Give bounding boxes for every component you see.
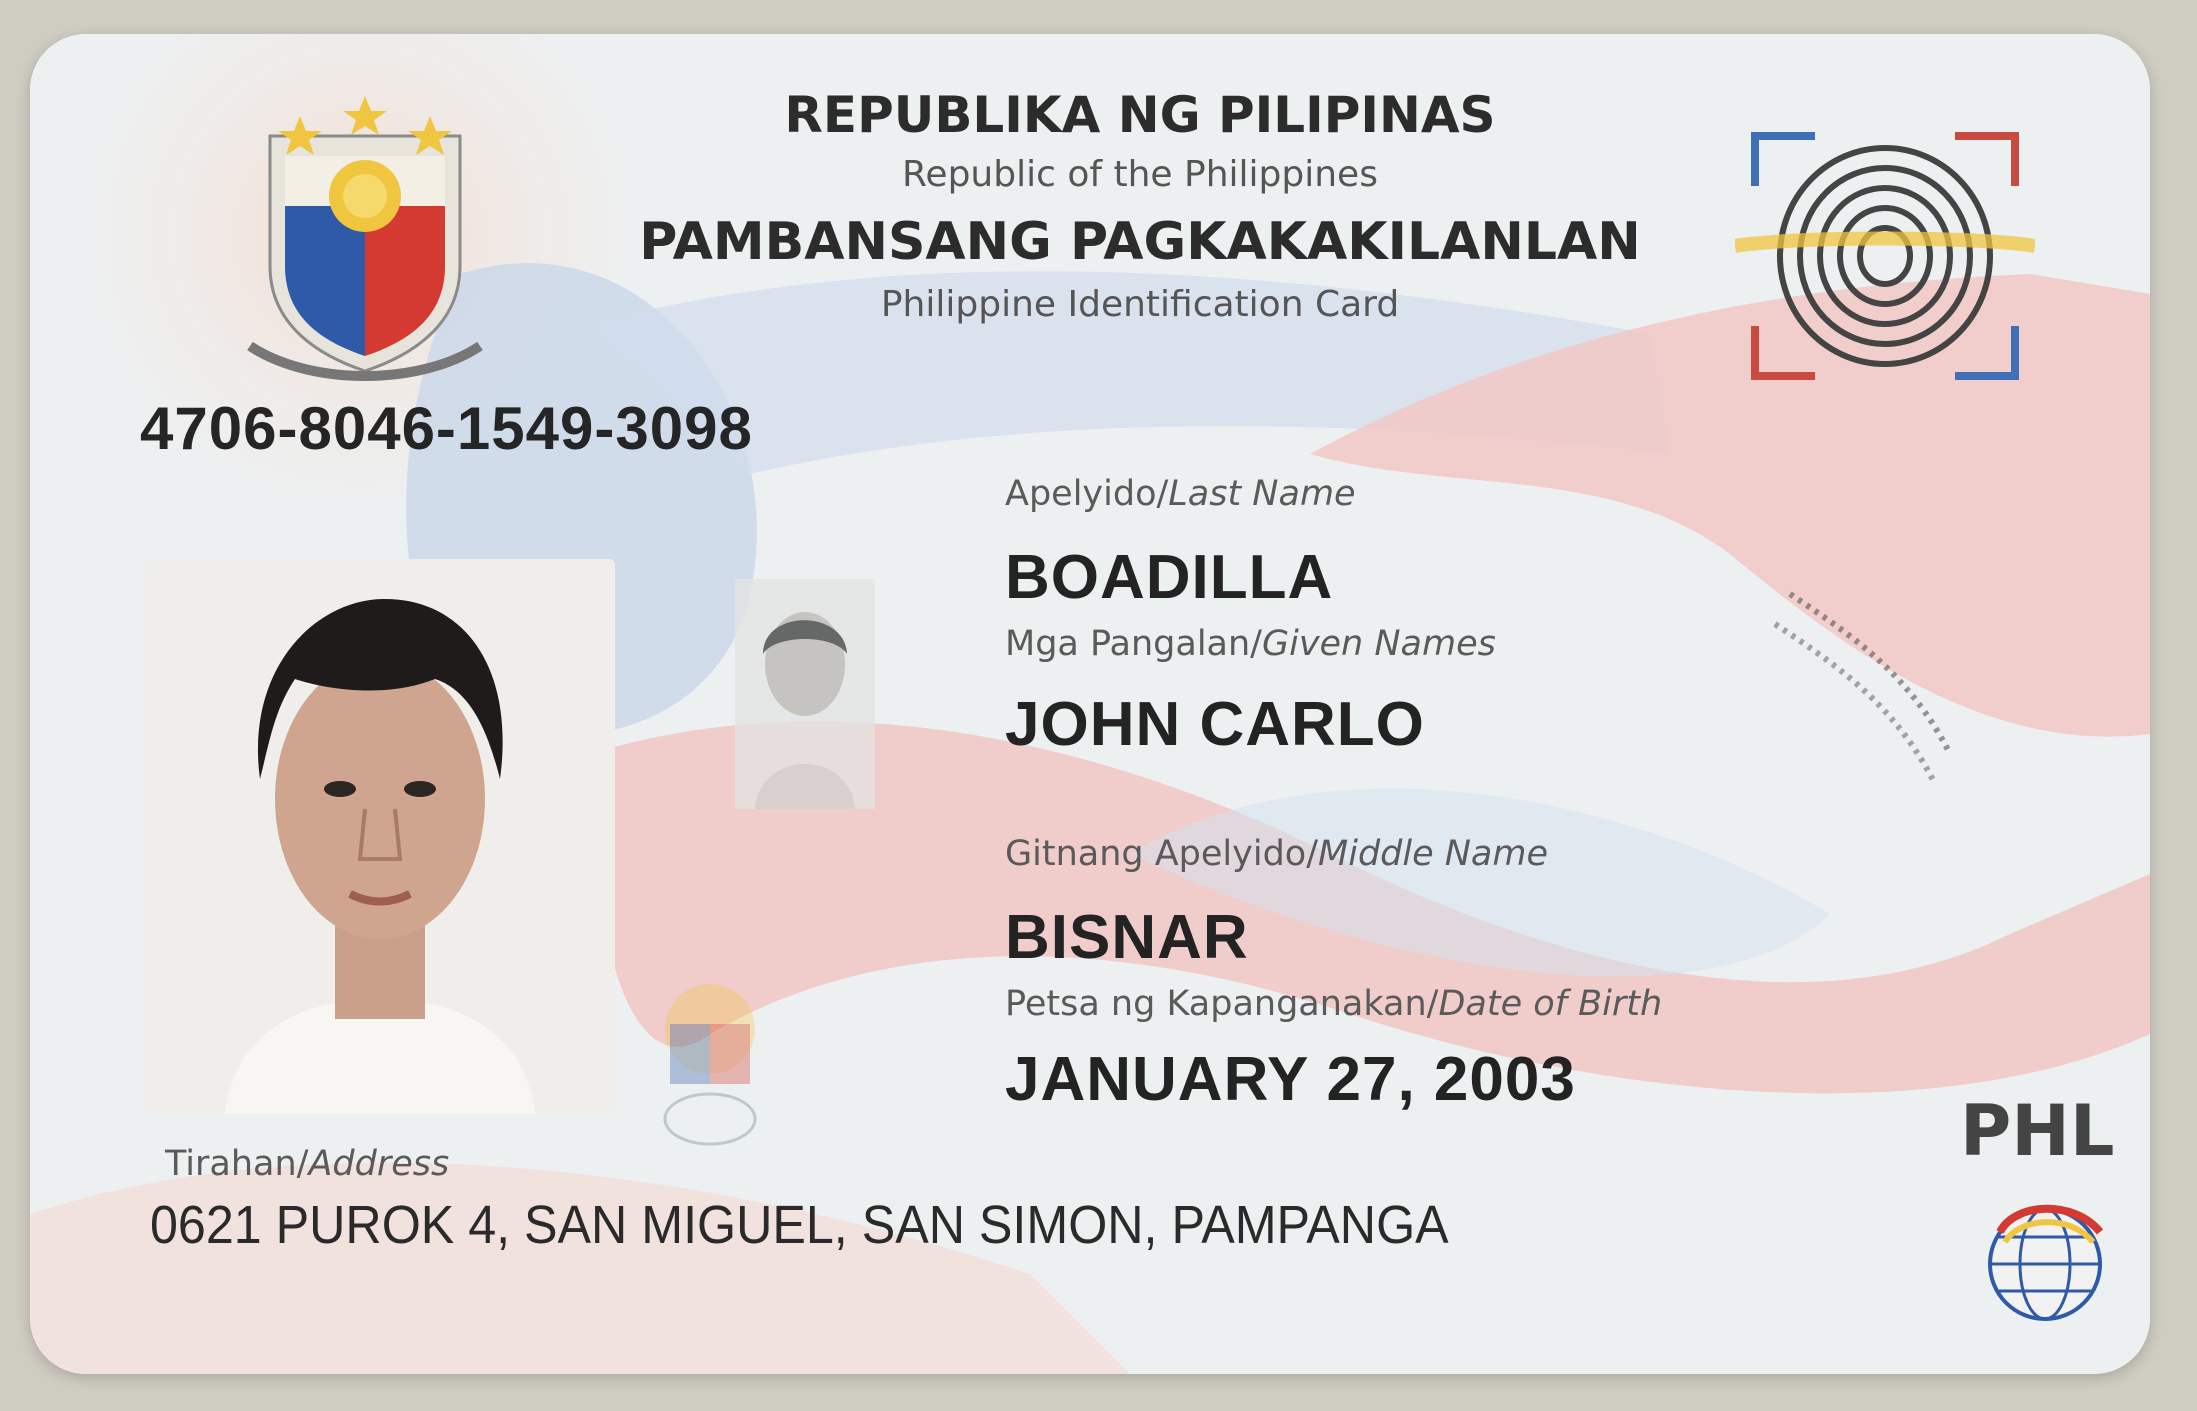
address-value: 0621 PUROK 4, SAN MIGUEL, SAN SIMON, PAMPANGA (150, 1195, 1449, 1255)
given-names-label: Mga Pangalan/Given Names (1005, 624, 1496, 664)
id-card (30, 34, 2150, 1374)
psa-globe-logo-icon (1975, 1192, 2115, 1332)
ghost-image (735, 579, 875, 809)
hologram-seal-icon (640, 969, 780, 1149)
document-title-english: Philippine Identification Card (880, 284, 1400, 325)
coat-of-arms-icon (230, 96, 500, 396)
last-name-value: BOADILLA (1005, 543, 1334, 612)
middle-name-value: BISNAR (1005, 903, 1249, 972)
date-of-birth-value: JANUARY 27, 2003 (1005, 1045, 1576, 1114)
last-name-label: Apelyido/Last Name (1005, 474, 1356, 514)
header-title-english: Republic of the Philippines (902, 154, 1378, 195)
country-code: PHL (1960, 1090, 2115, 1172)
date-of-birth-label: Petsa ng Kapanganakan/Date of Birth (1005, 984, 1663, 1024)
document-title-tagalog: PAMBANSANG PAGKAKAKILANLAN (639, 212, 1641, 272)
portrait-photo (145, 559, 615, 1114)
given-names-value: JOHN CARLO (1005, 690, 1425, 759)
middle-name-label: Gitnang Apelyido/Middle Name (1005, 834, 1549, 874)
card-number: 4706-8046-1549-3098 (140, 395, 753, 462)
header-title-tagalog: REPUBLIKA NG PILIPINAS (784, 86, 1496, 144)
fingerprint-icon (1735, 116, 2035, 396)
address-label: Tirahan/Address (165, 1144, 450, 1184)
